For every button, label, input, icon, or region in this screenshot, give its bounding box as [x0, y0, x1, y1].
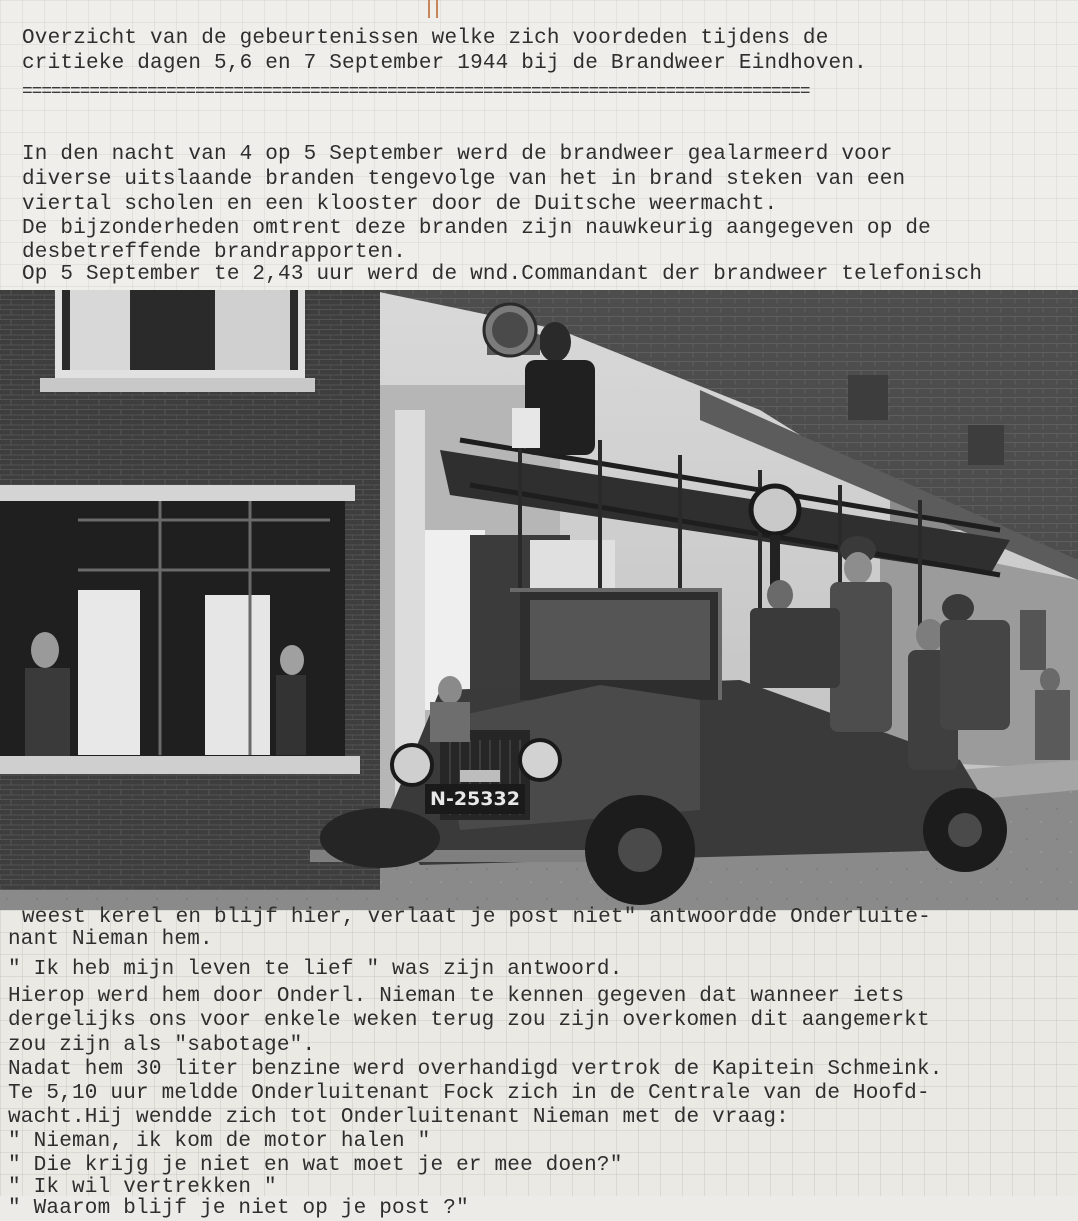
punch-mark [436, 0, 438, 18]
paragraph-line: weest kerel en blijf hier, verlaat je post niet" antwoordde Onderluite- [22, 906, 931, 929]
paragraph-line: nant Nieman hem. [8, 928, 213, 951]
paragraph-line: Te 5,10 uur meldde Onderluitenant Fock zich in de Centrale van de Hoofd- [8, 1082, 930, 1105]
paragraph-line: Op 5 September te 2,43 uur werd de wnd.Commandant der brandweer telefonisch [22, 263, 983, 286]
paragraph-line: In den nacht van 4 op 5 September werd de brandweer gealarmeerd voor [22, 143, 893, 166]
paragraph-line: wacht.Hij wendde zich tot Onderluitenant Nieman met de vraag: [8, 1106, 789, 1129]
paragraph-line: Hierop werd hem door Onderl. Nieman te kennen gegeven dat wanneer iets [8, 985, 905, 1008]
paragraph-line: zou zijn als "sabotage". [8, 1034, 316, 1057]
bottom-document-sheet [0, 906, 1078, 1220]
paragraph-line: dergelijks ons voor enkele weken terug zou zijn overkomen dit aangemerkt [8, 1009, 930, 1032]
paragraph-line: De bijzonderheden omtrent deze branden zijn nauwkeurig aangegeven op de [22, 217, 931, 240]
paragraph-line: " Ik heb mijn leven te lief " was zijn antwoord. [8, 958, 623, 981]
paragraph-line: " Die krijg je niet en wat moet je er mee doen?" [8, 1154, 623, 1177]
license-plate: N-25332 [430, 788, 520, 810]
punch-mark [428, 0, 430, 18]
top-document-sheet [0, 0, 1078, 292]
paragraph-line: " Waarom blijf je niet op je post ?" [8, 1197, 469, 1220]
photo-illustration [0, 290, 1078, 912]
paragraph-line: Nadat hem 30 liter benzine werd overhandigd vertrok de Kapitein Schmeink. [8, 1058, 943, 1081]
fire-truck-photo [0, 290, 1078, 912]
paragraph-line: viertal scholen en een klooster door de Duitsche weermacht. [22, 193, 778, 216]
paragraph-line: " Nieman, ik kom de motor halen " [8, 1130, 431, 1153]
paragraph-line: diverse uitslaande branden tengevolge van het in brand steken van een [22, 168, 906, 191]
document-title-line: critieke dagen 5,6 en 7 September 1944 bij de Brandweer Eindhoven. [22, 52, 867, 75]
paragraph-line: desbetreffende brandrapporten. [22, 241, 407, 264]
title-separator: ================================================================================== [22, 82, 810, 102]
document-title-line: Overzicht van de gebeurtenissen welke zich voordeden tijdens de [22, 27, 829, 50]
paragraph-line: " Ik wil vertrekken " [8, 1176, 277, 1199]
